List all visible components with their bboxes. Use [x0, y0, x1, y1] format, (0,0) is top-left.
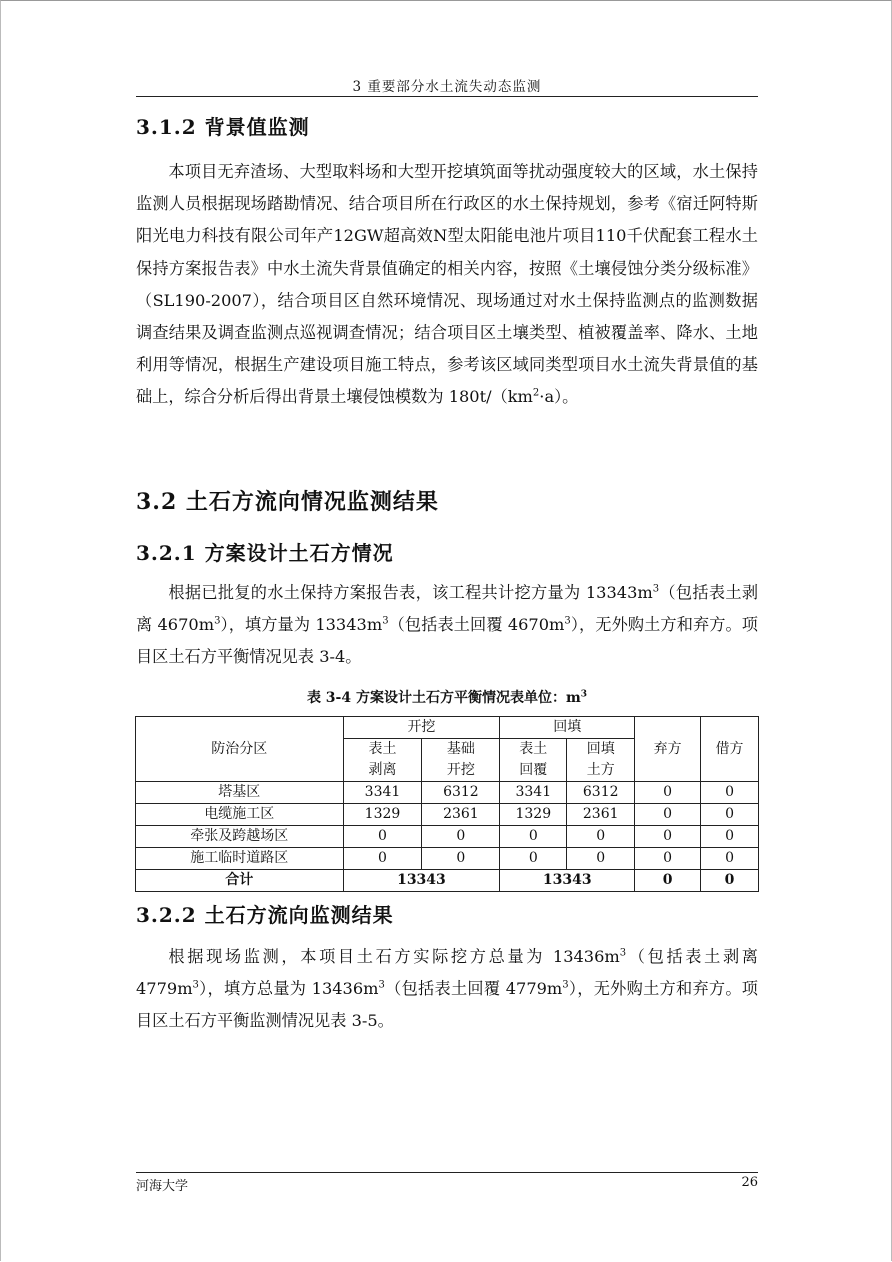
- cell-zone: 施工临时道路区: [136, 848, 344, 870]
- earthwork-balance-table: [135, 716, 759, 892]
- cell-value: 0: [343, 826, 422, 848]
- cell-value: 2361: [567, 804, 635, 826]
- table-row: [136, 804, 759, 826]
- paragraph-text: 本项目无弃渣场、大型取料场和大型开挖填筑面等扰动强度较大的区域，水土保持监测人员根据现场踏勘情况、结合项目所在行政区的水土保持规划，参考《宿迁阿特斯阳光电力科技有限公司年产12GW超高效N型太阳能电池片项目110千伏配套工程水土保持方案报告表》中水土流失背景值确定的相关内容，按照《土壤侵蚀分类分级标准》（SL190-2007），结合项目区自然环境情况、现场通过对水土保持监测点的监测数据调查结果及调查监测点巡视调查情况；结合项目区土壤类型、植被覆盖率、降水、土地利用等情况，根据生产建设项目施工特点，参考该区域同类型项目水土流失背景值的基础上，综合分析后得出背景土壤侵蚀模数为 180t/（km: [136, 162, 758, 407]
- superscript: 2: [532, 388, 540, 400]
- paragraph-text: （包括表土回覆 4670m: [388, 615, 565, 635]
- cell-value: 0: [500, 848, 567, 870]
- superscript: 3: [192, 979, 199, 991]
- cell-total-label: 合计: [136, 870, 344, 892]
- cell-value: 6312: [567, 782, 635, 804]
- header-borrow: 借方: [701, 717, 759, 782]
- paragraph-text: ），无外购土方和弃方。项目区土石方平衡情况见表 3-4。: [136, 615, 758, 667]
- cell-value: 0: [567, 826, 635, 848]
- footer-institution: 河海大学: [136, 1179, 189, 1194]
- cell-value: 0: [701, 804, 759, 826]
- superscript: 3: [562, 979, 569, 991]
- subheader-backfill-earth: [567, 739, 635, 782]
- paragraph-text: （包括表土回覆 4779m: [384, 979, 563, 999]
- cell-value: 0: [343, 848, 422, 870]
- subheader-line: 表土: [368, 741, 397, 757]
- paragraph-text: ），无外购土方和弃方。项目区土石方平衡监测情况见表 3-5。: [136, 979, 758, 1031]
- superscript: 3: [378, 979, 385, 991]
- cell-value: 0: [635, 782, 701, 804]
- cell-total-fill: 13343: [500, 870, 635, 892]
- subheader-line: 土方: [586, 762, 615, 778]
- cell-value: 0: [422, 848, 500, 870]
- subheader-topsoil-strip: [343, 739, 422, 782]
- cell-total-waste: 0: [635, 870, 701, 892]
- superscript: 3: [580, 689, 588, 700]
- cell-value: 0: [701, 848, 759, 870]
- paragraph-text: ），填方总量为 13436m: [198, 979, 379, 999]
- cell-total-excavation: 13343: [343, 870, 500, 892]
- cell-zone: 牵张及跨越场区: [136, 826, 344, 848]
- superscript: 3: [619, 947, 627, 959]
- cell-value: 0: [701, 782, 759, 804]
- paragraph-text: 根据现场监测，本项目土石方实际挖方总量为 13436m: [168, 947, 620, 966]
- subheader-line: 开挖: [446, 762, 475, 778]
- cell-value: 0: [635, 826, 701, 848]
- paragraph-background-value: [136, 156, 758, 414]
- cell-zone: 电缆施工区: [136, 804, 344, 826]
- subheader-line: 表土: [519, 741, 548, 757]
- cell-value: 2361: [422, 804, 500, 826]
- heading-3-2: 3.2 土石方流向情况监测结果: [136, 489, 439, 515]
- superscript: 3: [214, 615, 221, 627]
- running-header: 3 重要部分水土流失动态监测: [352, 79, 542, 95]
- paragraph-text: ），填方量为 13343m: [220, 615, 383, 635]
- cell-value: 6312: [422, 782, 500, 804]
- cell-value: 0: [635, 804, 701, 826]
- footer-rule: [136, 1172, 758, 1173]
- heading-3-2-1: 3.2.1 方案设计土石方情况: [136, 541, 394, 565]
- table-row: [136, 782, 759, 804]
- table-row: [136, 848, 759, 870]
- table-caption: [136, 687, 758, 707]
- subheader-line: 回覆: [519, 762, 548, 778]
- cell-value: 1329: [500, 804, 567, 826]
- superscript: 3: [652, 583, 660, 595]
- header-rule: [136, 96, 758, 97]
- superscript: 3: [564, 615, 571, 627]
- header-zone: 防治分区: [136, 717, 344, 782]
- cell-zone: 塔基区: [136, 782, 344, 804]
- subheader-line: 回填: [586, 741, 615, 757]
- subheader-foundation-excavation: [422, 739, 500, 782]
- cell-value: 0: [635, 848, 701, 870]
- cell-value: 3341: [343, 782, 422, 804]
- heading-3-2-2: 3.2.2 土石方流向监测结果: [136, 903, 394, 927]
- cell-value: 0: [422, 826, 500, 848]
- caption-text: 表 3-4 方案设计土石方平衡情况表单位：m: [306, 690, 581, 706]
- cell-value: 0: [500, 826, 567, 848]
- subheader-topsoil-cover: [500, 739, 567, 782]
- table-total-row: [136, 870, 759, 892]
- table-row: [136, 826, 759, 848]
- subheader-line: 剥离: [368, 762, 397, 778]
- header-waste: 弃方: [635, 717, 701, 782]
- cell-value: 1329: [343, 804, 422, 826]
- cell-total-borrow: 0: [701, 870, 759, 892]
- paragraph-text: （包括表土剥离 4779m: [136, 947, 758, 999]
- paragraph-text: 根据已批复的水土保持方案报告表，该工程共计挖方量为 13343m: [168, 583, 653, 602]
- subheader-line: 基础: [446, 741, 475, 757]
- cell-value: 3341: [500, 782, 567, 804]
- paragraph-text: ·a）。: [539, 387, 579, 407]
- cell-value: 0: [701, 826, 759, 848]
- page-number: 26: [741, 1175, 758, 1190]
- header-excavation: 开挖: [343, 717, 500, 739]
- cell-value: 0: [567, 848, 635, 870]
- paragraph-design-earthwork: [136, 577, 758, 674]
- paragraph-text: （包括表土剥离 4670m: [136, 583, 759, 635]
- heading-3-1-2: 3.1.2 背景值监测: [136, 115, 310, 139]
- header-fill: 回填: [500, 717, 635, 739]
- paragraph-monitoring-result: [136, 941, 758, 1038]
- superscript: 3: [382, 615, 389, 627]
